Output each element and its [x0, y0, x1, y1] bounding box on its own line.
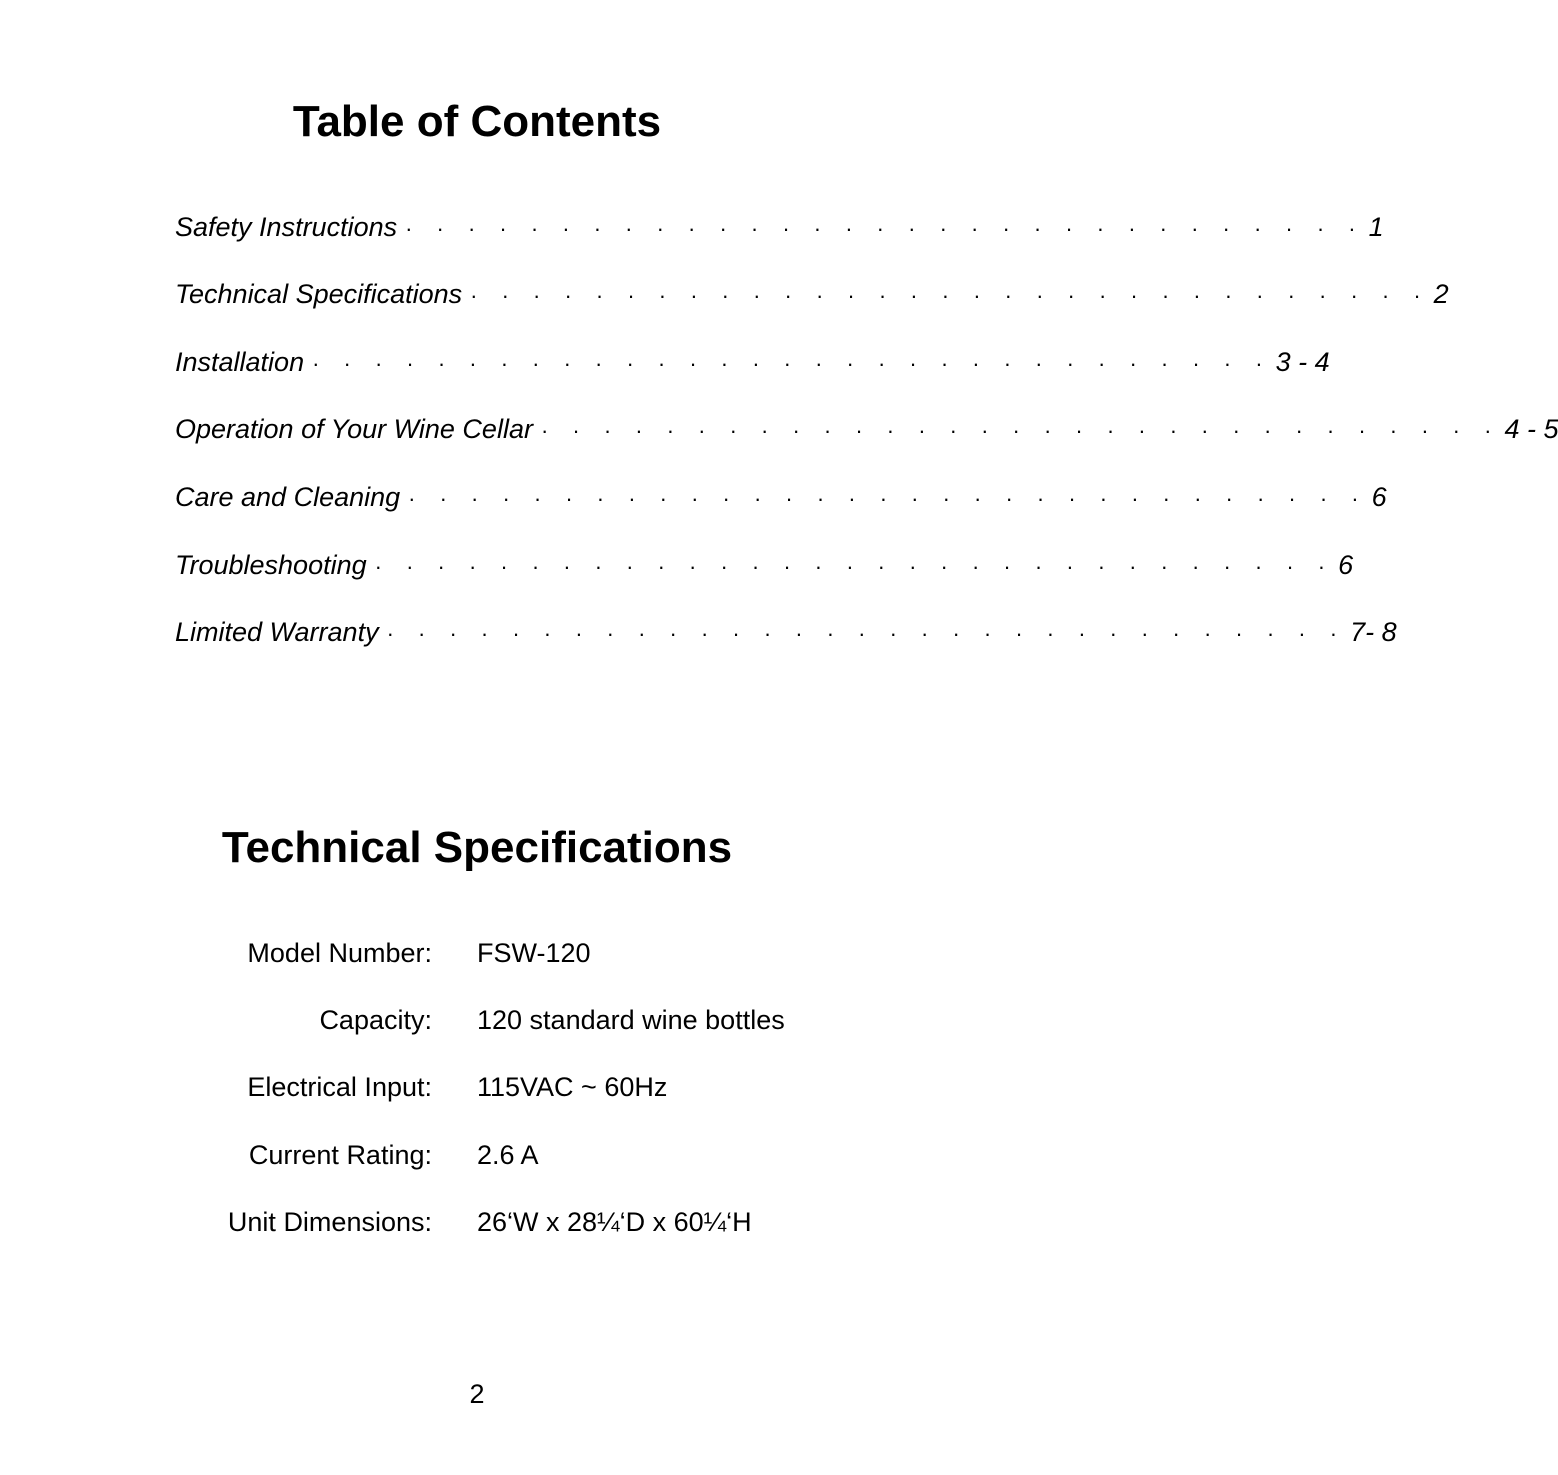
toc-entry-page: 1	[1368, 212, 1384, 242]
toc-entry-limited-warranty[interactable]	[175, 612, 1397, 652]
spec-row-electrical-input	[0, 1067, 954, 1107]
dot-leader: · · · · · · · · · · · · · · · · · · · · · · · · · · · · · · ·	[312, 351, 1272, 376]
spec-value: FSW-120	[477, 938, 591, 968]
toc-entry-page: 7- 8	[1350, 617, 1397, 647]
toc-entry-safety-instructions[interactable]	[175, 207, 1384, 247]
spec-value: 2.6 A	[477, 1140, 539, 1170]
spec-label: Unit Dimensions:	[227, 1207, 432, 1237]
spec-row-capacity	[0, 1000, 954, 1040]
specs-title: Technical Specifications	[221, 823, 733, 872]
spec-row-unit-dimensions	[0, 1202, 954, 1242]
dot-leader: · · · · · · · · · · · · · · · · · · · · · · · · · · · · · · ·	[386, 621, 1347, 646]
spec-label: Electrical Input:	[247, 1072, 432, 1102]
toc-entry-title: Troubleshooting	[175, 550, 367, 580]
spec-label: Capacity:	[319, 1005, 432, 1035]
spec-row-model-number	[0, 933, 954, 973]
spec-row-current-rating	[0, 1135, 954, 1175]
dot-leader: · · · · · · · · · · · · · · · · · · · · · · · · · · · · · · ·	[405, 216, 1365, 241]
toc-entry-troubleshooting[interactable]	[175, 545, 1354, 585]
dot-leader: · · · · · · · · · · · · · · · · · · · · · · · · · · · · · · ·	[470, 283, 1430, 308]
toc-entry-operation[interactable]	[175, 409, 1558, 449]
page-number: 2	[469, 1379, 485, 1409]
toc-entry-page: 3 - 4	[1275, 347, 1330, 377]
toc-entry-page: 6	[1338, 550, 1354, 580]
dot-leader: · · · · · · · · · · · · · · · · · · · · · · · · · · · · · · ·	[540, 418, 1501, 443]
toc-entry-page: 6	[1371, 482, 1387, 512]
dot-leader: · · · · · · · · · · · · · · · · · · · · · · · · · · · · · · ·	[374, 554, 1335, 579]
toc-entry-page: 2	[1433, 279, 1449, 309]
toc-title: Table of Contents	[292, 97, 662, 146]
spec-label: Model Number:	[247, 938, 432, 968]
toc-entry-technical-specifications[interactable]	[175, 274, 1449, 314]
toc-entry-title: Operation of Your Wine Cellar	[175, 414, 533, 444]
spec-value: 115VAC ~ 60Hz	[477, 1072, 668, 1102]
spec-value: 120 standard wine bottles	[477, 1005, 785, 1035]
dot-leader: · · · · · · · · · · · · · · · · · · · · · · · · · · · · · · ·	[408, 486, 1368, 511]
spec-label: Current Rating:	[248, 1140, 432, 1170]
toc-entry-title: Safety Instructions	[175, 212, 398, 242]
toc-entry-title: Limited Warranty	[175, 617, 379, 647]
toc-entry-care-and-cleaning[interactable]	[175, 477, 1387, 517]
toc-entry-page: 4 - 5	[1504, 414, 1558, 444]
toc-entry-title: Technical Specifications	[175, 279, 463, 309]
spec-value: 26‘W x 28¼‘D x 60¼‘H	[477, 1207, 752, 1237]
toc-entry-title: Installation	[175, 347, 305, 377]
toc-entry-installation[interactable]	[175, 342, 1330, 382]
toc-entry-title: Care and Cleaning	[175, 482, 401, 512]
